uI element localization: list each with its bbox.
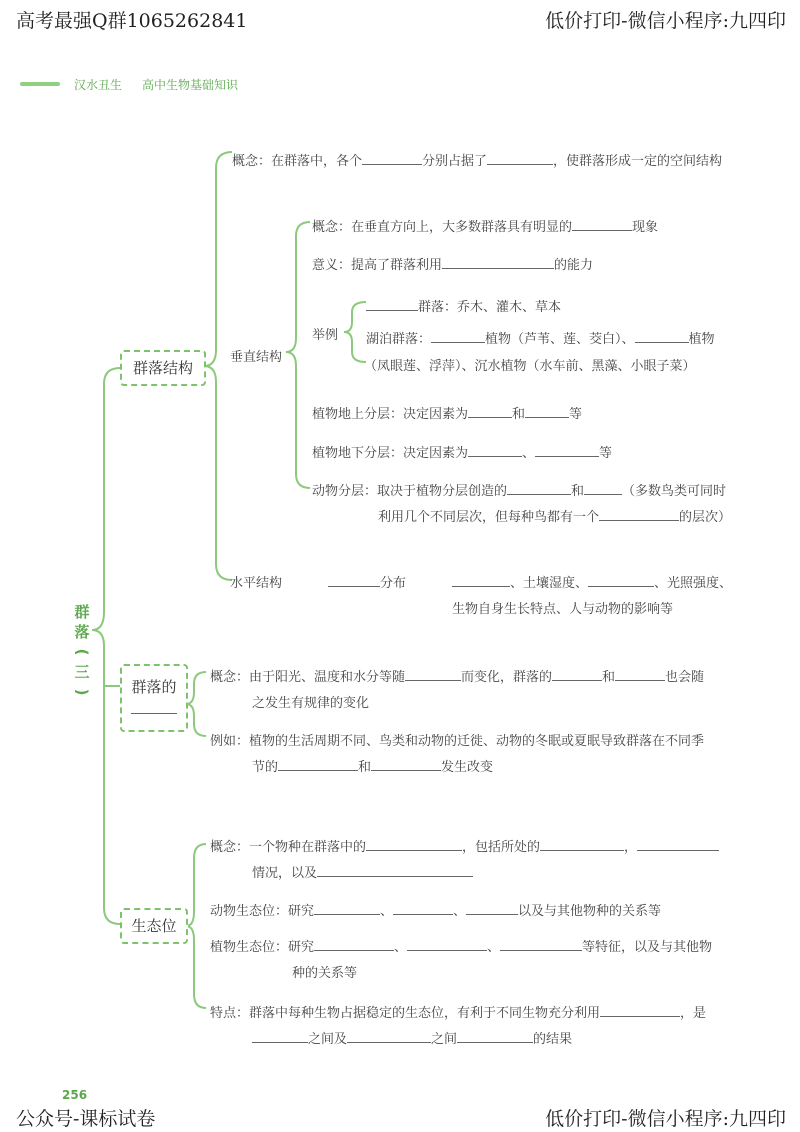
footer-left-text: 公众号-课标试卷 [16, 1108, 156, 1130]
fill-blank [407, 936, 487, 951]
structure-concept [232, 150, 722, 169]
root-title-char: ( [73, 648, 91, 656]
fill-blank [487, 150, 553, 165]
tag-niche: 生态位 [120, 908, 188, 944]
niche-feature [210, 1002, 706, 1021]
fill-blank [366, 296, 418, 311]
text: 和 [571, 484, 585, 499]
text: 等 [599, 446, 613, 461]
fill-blank [405, 666, 461, 681]
text: 湖泊群落： [366, 332, 432, 347]
fill-blank [347, 1028, 431, 1043]
fill-blank [278, 756, 358, 771]
niche-concept-cont [252, 862, 473, 881]
horizontal-structure-label: 水平结构 [230, 576, 283, 591]
text: 、 [394, 940, 408, 955]
seasonal-example: 例如：植物的生活周期不同、鸟类和动物的迁徙、动物的冬眠或夏眠导致群落在不同季 [210, 734, 705, 749]
niche-concept [210, 836, 719, 855]
fill-blank [637, 836, 719, 851]
text: 特点：群落中每种生物占据稳定的生态位，有利于不同生物充分利用 [210, 1006, 601, 1021]
fill-blank [457, 1028, 533, 1043]
vertical-structure-label: 垂直结构 [230, 350, 283, 365]
fill-blank [131, 703, 177, 714]
text: ， [624, 840, 638, 855]
fill-blank [599, 506, 679, 521]
text: 和 [602, 670, 616, 685]
text: 概念：一个物种在群落中的 [210, 840, 367, 855]
plant-below-ground [312, 442, 612, 461]
text: 等 [569, 407, 583, 422]
text: 现象 [632, 220, 659, 235]
text: 之间及 [308, 1032, 348, 1047]
niche-feature-cont [252, 1028, 572, 1047]
fill-blank [540, 836, 624, 851]
fill-blank [366, 836, 462, 851]
text: ，使群落形成一定的空间结构 [553, 154, 723, 169]
fill-blank [507, 480, 571, 495]
fill-blank [600, 1002, 680, 1017]
fill-blank [466, 900, 518, 915]
fill-blank [588, 572, 654, 587]
root-title-char: 三 [74, 663, 90, 681]
fill-blank [552, 666, 602, 681]
plant-niche [210, 936, 712, 955]
seasonal-concept-cont: 之发生有规律的变化 [252, 696, 370, 711]
text: ，包括所处的 [462, 840, 541, 855]
text: 、 [380, 904, 394, 919]
horizontal-factors-cont: 生物自身生长特点、人与动物的影响等 [452, 602, 674, 617]
text: ，是 [680, 1006, 707, 1021]
text: 的层次） [679, 510, 732, 525]
fill-blank [431, 328, 485, 343]
text: 的能力 [554, 258, 594, 273]
tag-community-seasonal [120, 664, 188, 732]
fill-blank [635, 328, 689, 343]
text: 植物（芦苇、莲、茭白）、 [485, 332, 635, 347]
fill-blank [362, 150, 422, 165]
text: 、 [453, 904, 467, 919]
text: 动物生态位：研究 [210, 904, 315, 919]
seasonal-concept [210, 666, 704, 685]
text: 和 [358, 760, 372, 775]
text: 概念：在垂直方向上，大多数群落具有明显的 [312, 220, 573, 235]
text: （多数鸟类可同时 [622, 484, 727, 499]
animal-layering [312, 480, 726, 499]
brand-author: 汉水丑生 [74, 78, 123, 92]
text: 、土壤湿度、 [510, 576, 589, 591]
text: 和 [512, 407, 526, 422]
fill-blank [615, 666, 665, 681]
seasonal-example-cont [252, 756, 493, 775]
text: 的结果 [533, 1032, 573, 1047]
root-title [72, 602, 92, 702]
example-lake [366, 328, 715, 347]
text: 动物分层：取决于植物分层创造的 [312, 484, 508, 499]
fill-blank [468, 403, 512, 418]
fill-blank [525, 403, 569, 418]
text: 植物 [688, 332, 715, 347]
text: 分别占据了 [422, 154, 488, 169]
root-title-char: 落 [74, 623, 90, 641]
fill-blank [452, 572, 510, 587]
header-left-text: 高考最强Q群1065262841 [16, 10, 248, 32]
fill-blank [500, 936, 582, 951]
fill-blank [572, 216, 632, 231]
fill-blank [468, 442, 522, 457]
text: 节的 [252, 760, 279, 775]
text: 植物地上分层：决定因素为 [312, 407, 469, 422]
text: 意义：提高了群落利用 [312, 258, 443, 273]
fill-blank [328, 572, 380, 587]
fill-blank [584, 480, 622, 495]
text: 概念：由于阳光、温度和水分等随 [210, 670, 406, 685]
footer-right-text: 低价打印-微信小程序:九四印 [545, 1108, 786, 1130]
text: 植物生态位：研究 [210, 940, 315, 955]
example-forest [366, 296, 561, 315]
text: 情况，以及 [252, 866, 318, 881]
text: 而变化，群落的 [461, 670, 553, 685]
text: 、 [487, 940, 501, 955]
tag-community-structure: 群落结构 [120, 350, 206, 386]
animal-niche [210, 900, 661, 919]
text: 以及与其他物种的关系等 [518, 904, 662, 919]
root-title-char: 群 [74, 603, 90, 621]
animal-layering-cont [378, 506, 731, 525]
text: 概念：在群落中，各个 [232, 154, 363, 169]
page-number: 256 [62, 1088, 88, 1102]
fill-blank [314, 936, 394, 951]
fill-blank [314, 900, 380, 915]
text: 植物地下分层：决定因素为 [312, 446, 469, 461]
text: 、 [522, 446, 536, 461]
header-right-text: 低价打印-微信小程序:九四印 [545, 10, 786, 32]
text: 、光照强度、 [654, 576, 733, 591]
text: 分布 [380, 576, 407, 591]
text: 之间 [431, 1032, 458, 1047]
vertical-concept [312, 216, 658, 235]
root-title-char: ) [73, 688, 91, 696]
plant-niche-cont: 种的关系等 [292, 966, 358, 981]
text: 发生改变 [441, 760, 494, 775]
fill-blank [252, 1028, 308, 1043]
horizontal-distribution [328, 572, 406, 591]
plant-above-ground [312, 403, 582, 422]
example-lake-cont: （凤眼莲、浮萍）、沉水植物（水车前、黑藻、小眼子菜） [364, 359, 696, 374]
example-label: 举例 [312, 328, 339, 343]
text: 群落：乔木、灌木、草本 [418, 300, 562, 315]
horizontal-factors [452, 572, 732, 591]
fill-blank [535, 442, 599, 457]
brand-book-title: 高中生物基础知识 [142, 78, 239, 92]
vertical-meaning [312, 254, 593, 273]
fill-blank [371, 756, 441, 771]
fill-blank [393, 900, 453, 915]
tag-label: 群落的 [131, 678, 177, 696]
text: 也会随 [665, 670, 705, 685]
text: 等特征，以及与其他物 [582, 940, 713, 955]
text: 利用几个不同层次，但每种鸟都有一个 [378, 510, 600, 525]
fill-blank [442, 254, 554, 269]
fill-blank [317, 862, 473, 877]
